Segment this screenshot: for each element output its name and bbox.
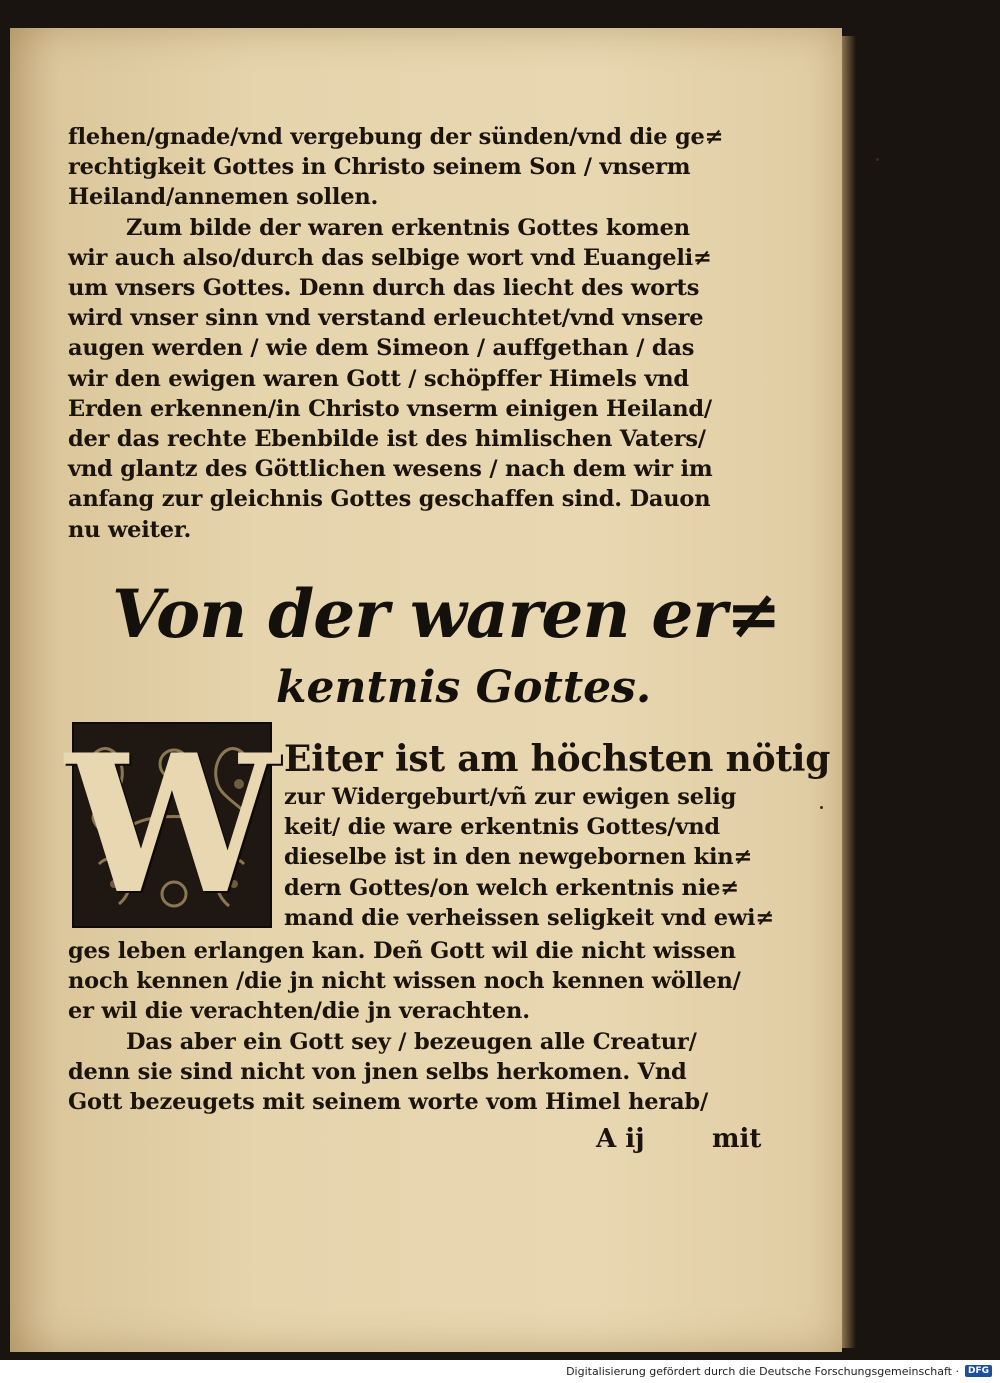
text-line: zur Widergeburt/vñ zur ewigen selig bbox=[284, 784, 737, 810]
footer-credit bbox=[566, 1362, 992, 1380]
funding-credit: Digitalisierung gefördert durch die Deutsche Forschungsgemeinschaft · bbox=[566, 1364, 959, 1378]
text-line: Heiland/annemen sollen. bbox=[68, 184, 379, 211]
text-block-bottom bbox=[68, 936, 768, 1117]
text-line: wird vnser sinn vnd verstand erleuchtet/vnd vnsere bbox=[68, 305, 704, 332]
text-line: augen werden / wie dem Simeon / auffgethan / das bbox=[68, 335, 695, 362]
text-line: anfang zur gleichnis Gottes geschaffen sind. Dauon bbox=[68, 486, 711, 513]
text-line: der das rechte Ebenbilde ist des himlischen Vaters/ bbox=[68, 426, 706, 453]
text-block-top bbox=[68, 122, 768, 545]
text-line: flehen/gnade/vnd vergebung der sünden/vnd die ge≠ bbox=[68, 124, 724, 150]
page-edge bbox=[842, 36, 856, 1348]
text-line: wir den ewigen waren Gott / schöpffer Himels vnd bbox=[68, 365, 689, 392]
initial-paragraph bbox=[284, 736, 831, 933]
text-line: noch kennen /die jn nicht wissen noch kennen wöllen/ bbox=[68, 968, 741, 995]
text-line: Erden erkennen/in Christo vnserm einigen Heiland/ bbox=[68, 395, 712, 422]
initial-letter: W bbox=[65, 713, 279, 936]
text-line: Gott bezeugets mit seinem worte vom Himel herab/ bbox=[68, 1089, 708, 1116]
text-line: nu weiter. bbox=[68, 516, 192, 543]
text-line: denn sie sind nicht von jnen selbs herkomen. Vnd bbox=[68, 1058, 687, 1085]
text-line: Zum bilde der waren erkentnis Gottes komen bbox=[126, 214, 690, 241]
signature-mark: A ij bbox=[596, 1124, 645, 1154]
dust-speck bbox=[876, 158, 879, 161]
text-line: um vnsers Gottes. Denn durch das liecht des worts bbox=[68, 275, 700, 302]
text-line: dieselbe ist in den newgebornen kin≠ bbox=[284, 844, 753, 871]
dust-speck bbox=[820, 806, 823, 809]
chapter-heading-continued: kentnis Gottes. bbox=[276, 662, 652, 713]
text-line: rechtigkeit Gottes in Christo seinem Son / vnserm bbox=[68, 154, 691, 181]
text-line: Eiter ist am höchsten nötig bbox=[284, 738, 831, 780]
text-line: mand die verheissen seligkeit vnd ewi≠ bbox=[284, 904, 775, 931]
dfg-logo-icon: DFG bbox=[965, 1365, 992, 1377]
decorated-initial bbox=[65, 713, 279, 936]
catchword: mit bbox=[712, 1124, 762, 1154]
text-line: er wil die verachten/die jn verachten. bbox=[68, 998, 530, 1025]
text-line: vnd glantz des Göttlichen wesens / nach dem wir im bbox=[68, 456, 713, 483]
text-line: Das aber ein Gott sey / bezeugen alle Creatur/ bbox=[126, 1028, 697, 1055]
text-line: ges leben erlangen kan. Deñ Gott wil die nicht wissen bbox=[68, 938, 736, 964]
chapter-heading: Von der waren er≠ bbox=[112, 575, 781, 653]
text-line: keit/ die ware erkentnis Gottes/vnd bbox=[284, 814, 720, 841]
text-line: wir auch also/durch das selbige wort vnd Euangeli≠ bbox=[68, 244, 712, 271]
text-line: dern Gottes/on welch erkentnis nie≠ bbox=[284, 874, 739, 901]
